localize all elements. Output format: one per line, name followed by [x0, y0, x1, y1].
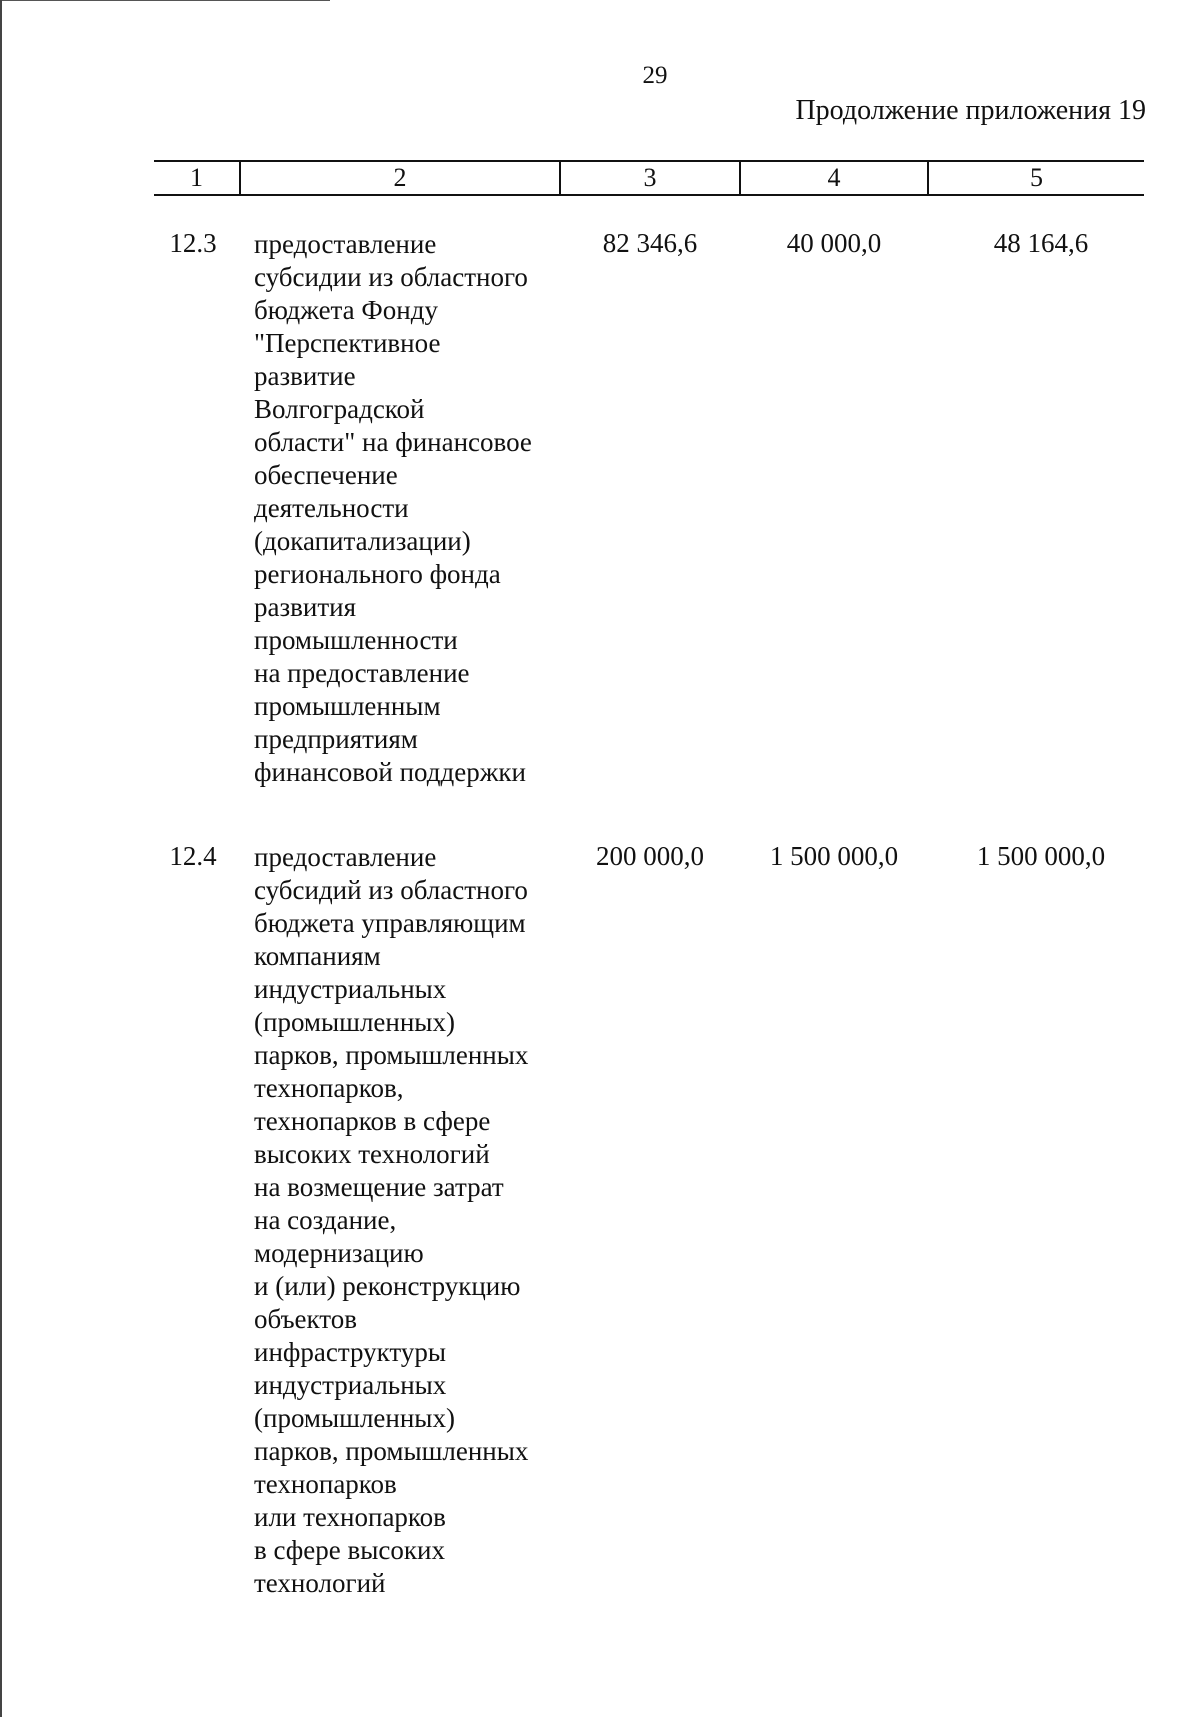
row-description: предоставление субсидий из областного бюджета управляющим компаниям индустриальных (промышленных) парков, промышленных технопарков, технопарков в сфере высоких технологий на возмещение затрат на создание, модернизацию и (или) реконструкцию объектов инфраструктуры индустриальных (промышленных) парков, промышленных технопарков или технопарков в сфере высоких технологий	[254, 842, 529, 1598]
page-number: 29	[642, 62, 668, 89]
scan-edge-top	[0, 0, 330, 1]
column-header-3: 3	[560, 161, 740, 195]
table-spacer	[154, 195, 1144, 228]
row-number: 12.4	[169, 841, 217, 871]
table-row	[154, 841, 1144, 1600]
table-header-row	[154, 161, 1144, 195]
row-description: предоставление субсидии из областного бюджета Фонду "Перспективное развитие Волгоградской области" на финансовое обеспечение деятельности (докапитализации) регионального фонда развития промышленности на предоставление промышленным предприятиям финансовой поддержки	[254, 229, 532, 787]
column-header-2: 2	[240, 161, 560, 195]
appendix-note: Продолжение приложения 19	[795, 95, 1146, 126]
row-value-col5: 1 500 000,0	[976, 841, 1106, 871]
column-header-5: 5	[928, 161, 1144, 195]
row-value-col3: 200 000,0	[596, 841, 704, 871]
row-value-col4: 1 500 000,0	[769, 841, 899, 871]
row-value-col5: 48 164,6	[993, 228, 1089, 258]
column-header-1: 1	[154, 161, 240, 195]
budget-table	[154, 160, 1144, 1600]
column-header-4: 4	[740, 161, 928, 195]
row-number: 12.3	[169, 228, 217, 258]
table-spacer	[154, 789, 1144, 841]
row-value-col3: 82 346,6	[602, 228, 698, 258]
scan-edge-left	[0, 0, 2, 1717]
row-value-col4: 40 000,0	[786, 228, 882, 258]
table-row	[154, 228, 1144, 789]
